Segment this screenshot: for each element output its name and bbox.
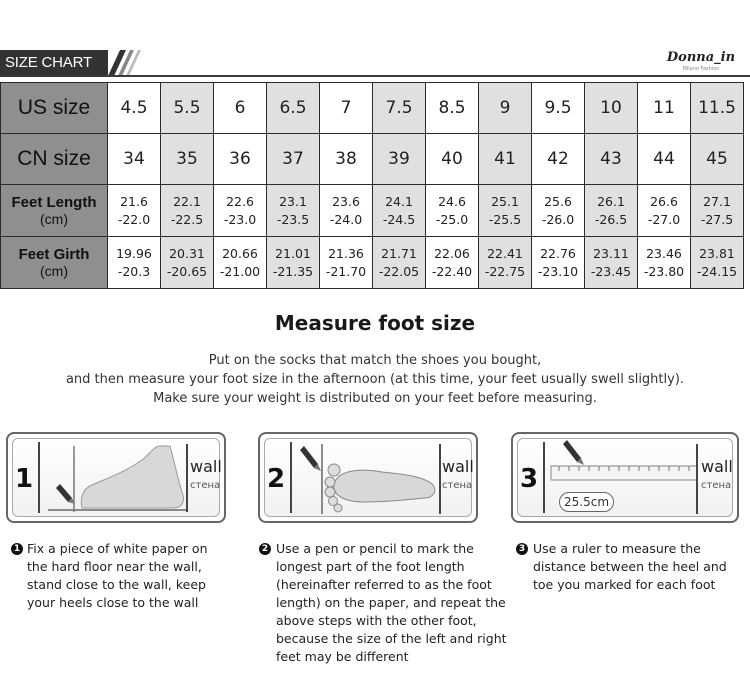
us-size-cell: 6 [214,83,267,134]
feet-length-unit: (cm) [40,210,68,227]
feet-girth-cell [267,237,320,289]
size-chart-table [0,82,744,289]
feet-length-cell [320,185,373,237]
cell-range-part: 23.6 [332,193,360,209]
cell-range-part: 21.01 [275,245,311,261]
cell-range-part: 21.6 [120,193,148,209]
feet-girth-cell [161,237,214,289]
us-size-cell: 5.5 [161,83,214,134]
feet-length-cell [267,185,320,237]
brand-subtitle: Milano Fashion [682,66,720,72]
feet-length-cell [638,185,691,237]
cell-range-part: 22.6 [226,193,254,209]
feet-length-cell [479,185,532,237]
feet-length-cell [161,185,214,237]
feet-length-row [1,185,744,237]
step-number: 2 [266,464,286,494]
cn-size-cell: 39 [373,134,426,185]
cell-range-part: -26.5 [594,211,628,227]
cell-range-part: 23.1 [279,193,307,209]
step-3-text [516,540,746,594]
wall-label: wall [190,457,222,476]
us-size-cell: 11.5 [691,83,744,134]
wall-label-ru: стена [442,480,473,491]
feet-length-title: Feet Length [11,193,97,211]
cn-size-cell: 35 [161,134,214,185]
cn-size-cell: 40 [426,134,479,185]
cell-range-part: 25.1 [491,193,519,209]
cell-range-part: -22.40 [431,263,473,279]
feet-length-cell [691,185,744,237]
cell-range-part: 23.11 [593,245,629,261]
cell-range-part: 24.6 [438,193,466,209]
header-rule [0,75,750,77]
cell-range-part: 24.1 [385,193,413,209]
step-1-text [11,540,241,612]
cell-range-part: 23.46 [646,245,682,261]
cell-range-part: -22.0 [117,211,151,227]
wall-label: wall [701,457,733,476]
wall-label: wall [442,457,474,476]
cn-size-cell: 36 [214,134,267,185]
step-line: length) on the paper, and repeat the [276,595,506,610]
us-size-cell: 6.5 [267,83,320,134]
cell-range-part: 21.36 [328,245,364,261]
step-line: stand close to the wall, keep [27,577,206,592]
cell-range-part: 19.96 [116,245,152,261]
feet-girth-cell [426,237,479,289]
us-size-label: US size [1,83,108,134]
us-size-cell: 10 [585,83,638,134]
step-2-text [259,540,509,666]
feet-girth-cell [532,237,585,289]
intro-line: Make sure your weight is distributed on your feet before measuring. [153,391,597,406]
feet-length-cell [585,185,638,237]
size-chart-tab: SIZE CHART [0,50,108,76]
step-line: longest part of the foot length [276,559,465,574]
feet-girth-unit: (cm) [40,262,68,279]
step-line: because the size of the left and right [276,631,507,646]
step-bullet: 2 [259,543,271,555]
step-2-illustration [258,432,478,523]
step-line: distance between the heel and [533,559,727,574]
feet-girth-cell [479,237,532,289]
step-number: 3 [519,464,539,494]
cell-range-part: -25.0 [435,211,469,227]
wall-label-ru: стена [190,480,221,491]
panel-divider [38,442,40,513]
us-size-row [1,83,744,134]
feet-girth-cell [320,237,373,289]
cell-range-part: -22.5 [170,211,204,227]
cell-range-part: 26.1 [597,193,625,209]
cell-range-part: 20.66 [222,245,258,261]
intro-line: and then measure your foot size in the afternoon (at this time, your feet usually swell slightly). [65,372,685,387]
wall-label-ru: стена [701,480,732,491]
cell-range-part: 27.1 [703,193,731,209]
feet-girth-row [1,237,744,289]
cell-range-part: -23.45 [590,263,632,279]
us-size-cell: 9 [479,83,532,134]
cell-range-part: -22.05 [378,263,420,279]
step-line: Use a ruler to measure the [533,541,701,556]
measure-title: Measure foot size [274,311,476,335]
feet-length-cell [532,185,585,237]
cn-size-cell: 45 [691,134,744,185]
feet-length-cell [214,185,267,237]
cn-size-row [1,134,744,185]
cn-size-label: CN size [1,134,108,185]
cn-size-cell: 38 [320,134,373,185]
feet-length-label [1,185,108,237]
cell-range-part: 22.76 [540,245,576,261]
stripes-decoration [100,50,160,76]
cell-range-part: -20.3 [117,263,151,279]
cell-range-part: -27.0 [647,211,681,227]
step-1-illustration [6,432,226,523]
cell-range-part: -21.70 [325,263,367,279]
step-line: feet may be different [276,649,409,664]
ruler-reading: 25.5cm [559,492,614,512]
step-line: above steps with the other foot, [276,613,477,628]
feet-girth-cell [638,237,691,289]
cell-range-part: 26.6 [650,193,678,209]
cell-range-part: -24.15 [696,263,738,279]
cell-range-part: 22.41 [487,245,523,261]
us-size-cell: 11 [638,83,691,134]
measure-intro [0,351,750,408]
step-3-illustration [511,432,739,523]
intro-line: Put on the socks that match the shoes you bought, [208,353,542,368]
cell-range-part: -25.5 [488,211,522,227]
cell-range-part: -20.65 [166,263,208,279]
cn-size-cell: 37 [267,134,320,185]
step-line: Fix a piece of white paper on [27,541,208,556]
cell-range-part: -22.75 [484,263,526,279]
cell-range-part: -23.5 [276,211,310,227]
size-chart-header [0,48,750,76]
cell-range-part: -23.80 [643,263,685,279]
cell-range-part: 22.06 [434,245,470,261]
step-line: your heels close to the wall [27,595,199,610]
cell-range-part: 20.31 [169,245,205,261]
cell-range-part: -21.00 [219,263,261,279]
cn-size-cell: 43 [585,134,638,185]
us-size-cell: 4.5 [108,83,161,134]
feet-girth-title: Feet Girth [18,245,90,263]
feet-girth-cell [108,237,161,289]
feet-girth-cell [373,237,426,289]
panel-divider [290,442,292,513]
cn-size-cell: 44 [638,134,691,185]
feet-length-cell [373,185,426,237]
feet-length-cell [108,185,161,237]
cn-size-cell: 41 [479,134,532,185]
cell-range-part: -26.0 [541,211,575,227]
cell-range-part: 21.71 [381,245,417,261]
step-bullet: 3 [516,543,528,555]
cn-size-cell: 34 [108,134,161,185]
cell-range-part: 23.81 [699,245,735,261]
brand-logo [660,50,742,76]
cell-range-part: -21.35 [272,263,314,279]
cell-range-part: 25.6 [544,193,572,209]
cell-range-part: -27.5 [700,211,734,227]
foot-top-illustration [294,440,444,518]
cell-range-part: -23.10 [537,263,579,279]
step-line: (hereinafter referred to as the foot [276,577,492,592]
foot-side-illustration [42,440,192,518]
cell-range-part: 22.1 [173,193,201,209]
cn-size-cell: 42 [532,134,585,185]
step-number: 1 [14,464,34,494]
us-size-cell: 7.5 [373,83,426,134]
cell-range-part: -24.0 [329,211,363,227]
cell-range-part: -23.0 [223,211,257,227]
step-line: Use a pen or pencil to mark the [276,541,474,556]
feet-length-cell [426,185,479,237]
us-size-cell: 8.5 [426,83,479,134]
step-line: the hard floor near the wall, [27,559,202,574]
cell-range-part: -24.5 [382,211,416,227]
feet-girth-cell [585,237,638,289]
feet-girth-cell [214,237,267,289]
feet-girth-cell [691,237,744,289]
brand-name: Donna_in [666,50,736,65]
us-size-cell: 7 [320,83,373,134]
step-line: toe you marked for each foot [533,577,716,592]
step-bullet: 1 [11,543,23,555]
us-size-cell: 9.5 [532,83,585,134]
feet-girth-label [1,237,108,289]
panel-divider [543,442,545,513]
